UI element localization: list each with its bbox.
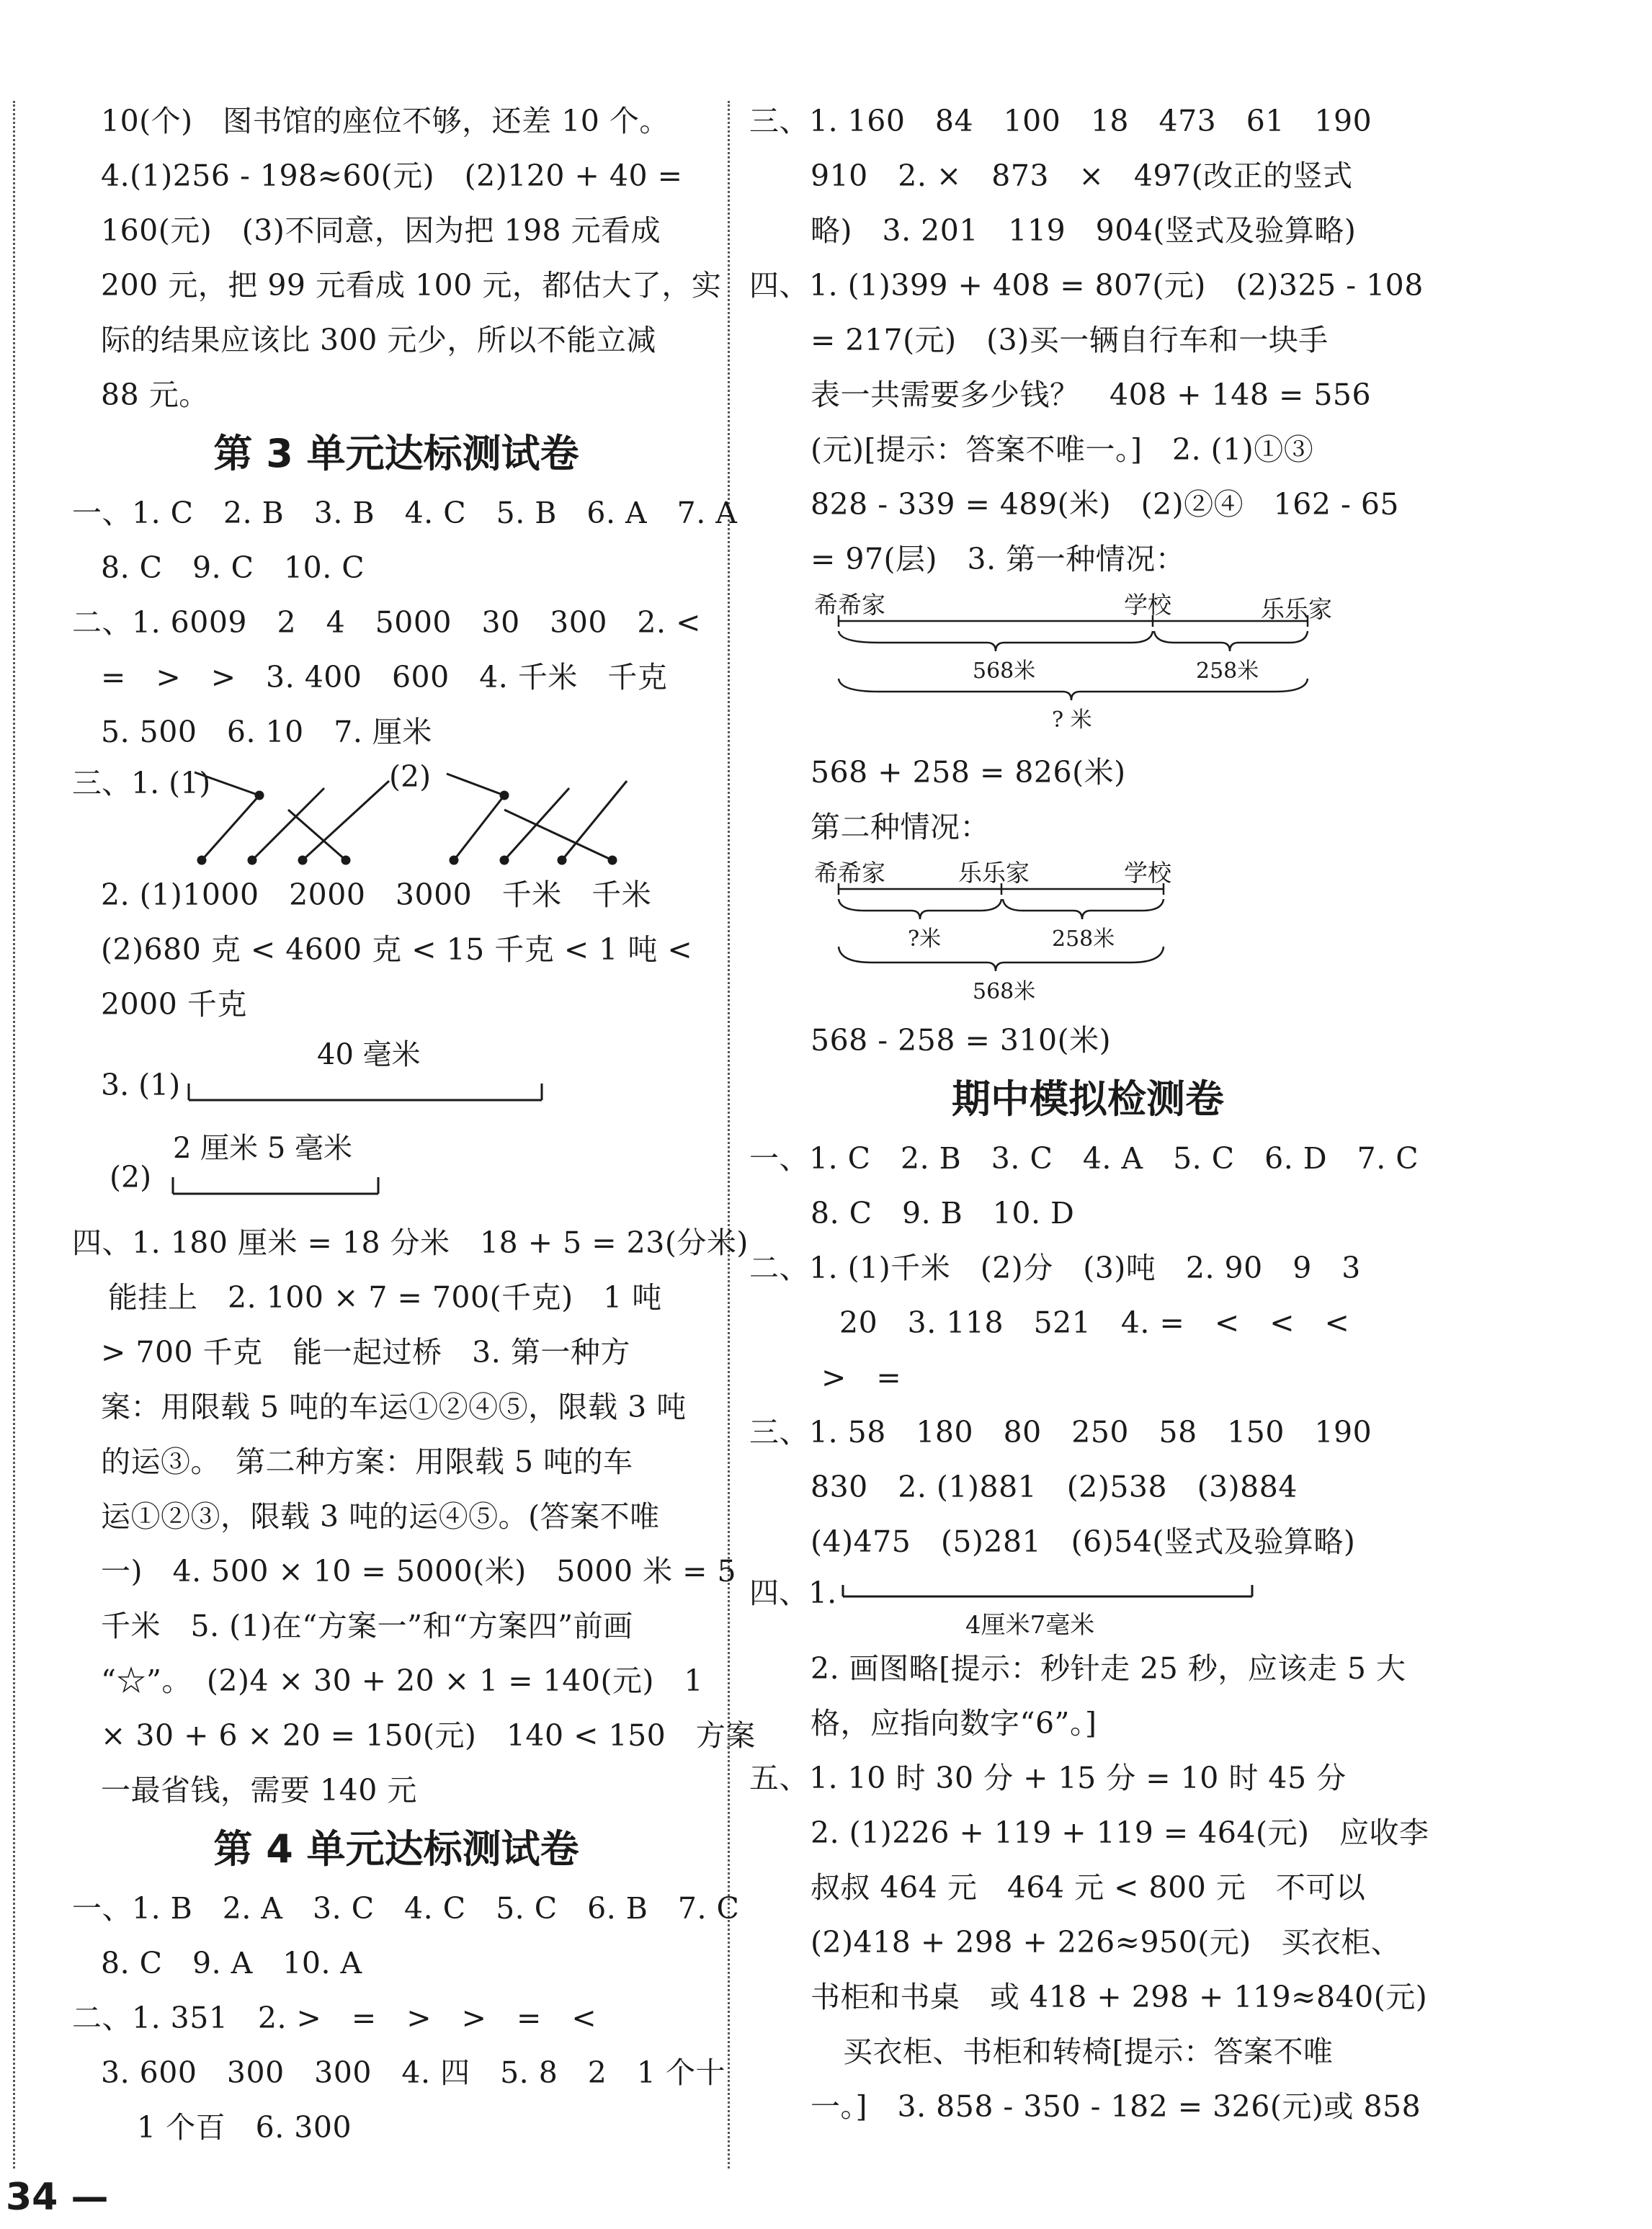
text-line: 三、1. 58 180 80 250 58 150 190 — [749, 1415, 1372, 1449]
d2-label-b: 乐乐家 — [958, 859, 1030, 887]
text-line: 一、1. B 2. A 3. C 4. C 5. C 6. B 7. C — [72, 1891, 740, 1926]
text-line: 8. C 9. C 10. C — [101, 550, 365, 585]
text-line: 一) 4. 500 × 10 = 5000(米) 5000 米 = 5 — [101, 1554, 737, 1589]
page-number: 34 — — [6, 2176, 109, 2219]
ruler-25mm — [101, 1125, 692, 1208]
text-line: (2)680 克 < 4600 克 < 15 千克 < 1 吨 < — [101, 932, 693, 967]
d2-seg1: ?米 — [908, 926, 942, 952]
text-line: 案：用限载 5 吨的车运①②④⑤，限载 3 吨 — [101, 1390, 687, 1424]
ruler2-label: 2 厘米 5 毫米 — [173, 1132, 353, 1165]
ruler3-prefix: 四、1. — [749, 1576, 837, 1610]
text-line: (4)475 (5)281 (6)54(竖式及验算略) — [811, 1524, 1356, 1559]
text-line: 运①②③，限载 3 吨的运④⑤。(答案不唯 — [101, 1499, 660, 1534]
text-line: 3. 600 300 300 4. 四 5. 8 2 1 个十 — [101, 2055, 726, 2090]
text-line: 一。] 3. 858 - 350 - 182 = 326(元)或 858 — [811, 2089, 1421, 2124]
text-line: 叔叔 464 元 464 元 < 800 元 不可以 — [811, 1870, 1366, 1905]
right-column — [749, 94, 1429, 2134]
unit4-title: 第 4 单元达标测试卷 — [213, 1826, 579, 1872]
d1-label-a: 希希家 — [814, 591, 885, 619]
distance-diagram-1 — [771, 586, 1405, 745]
text-line: 的运③。 第二种方案：用限载 5 吨的车 — [101, 1444, 633, 1479]
ruler3-label: 4厘米7毫米 — [965, 1611, 1095, 1640]
match-label-1: 三、1. (1) — [72, 766, 211, 800]
text-line: 四、1. (1)399 + 408 = 807(元) (2)325 - 108 — [749, 268, 1424, 303]
text-line: (元)[提示：答案不唯一。] 2. (1)①③ — [811, 432, 1314, 467]
text-line: × 30 + 6 × 20 = 150(元) 140 < 150 方案 — [101, 1718, 756, 1753]
text-line: 5. 500 6. 10 7. 厘米 — [101, 715, 432, 749]
text-line: 2000 千克 — [101, 987, 247, 1022]
text-line: 格，应指向数字“6”。] — [811, 1706, 1097, 1741]
text-line: 568 + 258 = 826(米) — [811, 755, 1126, 790]
text-line: = 217(元) (3)买一辆自行车和一块手 — [811, 323, 1329, 357]
text-line: 一最省钱，需要 140 元 — [101, 1773, 417, 1808]
column-divider — [728, 101, 730, 2168]
left-column — [72, 94, 756, 2155]
text-line: = 97(层) 3. 第一种情况： — [811, 542, 1186, 576]
d2-total: 568米 — [973, 979, 1036, 1004]
text-line: > 700 千克 能一起过桥 3. 第一种方 — [101, 1335, 630, 1370]
text-line: “☆”。 (2)4 × 30 + 20 × 1 = 140(元) 1 — [101, 1663, 704, 1698]
text-line: 828 - 339 = 489(米) (2)②④ 162 - 65 — [811, 487, 1400, 522]
text-line: 830 2. (1)881 (2)538 (3)884 — [811, 1470, 1298, 1504]
d1-label-c: 乐乐家 — [1261, 595, 1332, 623]
text-line: 4.(1)256 - 198≈60(元) (2)120 + 40 = — [101, 158, 683, 193]
d1-total: ? 米 — [1052, 707, 1092, 733]
text-line: 能挂上 2. 100 × 7 = 700(千克) 1 吨 — [108, 1280, 662, 1315]
text-line: 五、1. 10 时 30 分 + 15 分 = 10 时 45 分 — [749, 1761, 1347, 1795]
text-line: 三、1. 160 84 100 18 473 61 190 — [749, 104, 1372, 138]
text-line: 568 - 258 = 310(米) — [811, 1023, 1112, 1058]
midterm-title: 期中模拟检测卷 — [952, 1076, 1224, 1122]
text-line: 表一共需要多少钱？ 408 + 148 = 556 — [811, 378, 1372, 412]
text-line: 2. (1)226 + 119 + 119 = 464(元) 应收李 — [811, 1815, 1429, 1850]
text-line: 2. 画图略[提示：秒针走 25 秒，应该走 5 大 — [811, 1651, 1406, 1686]
text-line: 第二种情况： — [811, 810, 990, 844]
d2-seg2: 258米 — [1052, 926, 1115, 952]
text-line: 一、1. C 2. B 3. C 4. A 5. C 6. D 7. C — [749, 1141, 1419, 1176]
text-line: 二、1. 351 2. > = > > = < — [72, 2001, 597, 2035]
d1-seg1: 568米 — [973, 658, 1036, 684]
text-line: 千米 5. (1)在“方案一”和“方案四”前画 — [101, 1609, 633, 1643]
text-line: 四、1. 180 厘米 = 18 分米 18 + 5 = 23(分米) — [72, 1225, 749, 1260]
ruler1-prefix: 3. (1) — [101, 1068, 181, 1102]
ruler-40mm — [101, 1032, 692, 1111]
text-line: 8. C 9. B 10. D — [811, 1196, 1075, 1230]
text-line: 20 3. 118 521 4. = < < < — [839, 1305, 1350, 1340]
ruler1-label: 40 毫米 — [317, 1038, 421, 1071]
text-line: 略) 3. 201 119 904(竖式及验算略) — [811, 213, 1357, 248]
ruler-47mm — [749, 1569, 1405, 1641]
distance-diagram-2 — [771, 854, 1405, 1013]
text-line: 200 元，把 99 元看成 100 元，都估大了，实 — [101, 268, 722, 303]
text-line: > = — [821, 1360, 902, 1395]
text-line: 二、1. 6009 2 4 5000 30 300 2. < — [72, 605, 701, 640]
text-line: 际的结果应该比 300 元少，所以不能立减 — [101, 323, 656, 357]
matching-figure — [72, 759, 692, 867]
d1-seg2: 258米 — [1196, 658, 1259, 684]
text-line: 88 元。 — [101, 378, 209, 412]
text-line: 二、1. (1)千米 (2)分 (3)吨 2. 90 9 3 — [749, 1251, 1361, 1285]
text-line: 2. (1)1000 2000 3000 千米 千米 — [101, 877, 652, 912]
text-line: 910 2. × 873 × 497(改正的竖式 — [811, 158, 1353, 193]
text-line: (2)418 + 298 + 226≈950(元) 买衣柜、 — [811, 1925, 1401, 1960]
text-line: 买衣柜、书柜和转椅[提示：答案不唯 — [843, 2034, 1334, 2069]
text-line: 10(个) 图书馆的座位不够，还差 10 个。 — [101, 104, 669, 138]
unit3-title: 第 3 单元达标测试卷 — [213, 431, 579, 476]
match-label-2: (2) — [389, 759, 432, 794]
text-line: 一、1. C 2. B 3. B 4. C 5. B 6. A 7. A — [72, 496, 738, 530]
text-line: 160(元) (3)不同意，因为把 198 元看成 — [101, 213, 661, 248]
d2-label-a: 希希家 — [814, 859, 885, 887]
left-margin-dotted-line — [13, 101, 15, 2168]
text-line: 8. C 9. A 10. A — [101, 1946, 362, 1980]
text-line: = > > 3. 400 600 4. 千米 千克 — [101, 660, 668, 694]
d2-label-c: 学校 — [1124, 859, 1171, 887]
d1-label-b: 学校 — [1124, 591, 1171, 619]
text-line: 书柜和书桌 或 418 + 298 + 119≈840(元) — [811, 1980, 1428, 2014]
ruler2-prefix: (2) — [110, 1160, 152, 1194]
text-line: 1 个百 6. 300 — [137, 2110, 352, 2145]
